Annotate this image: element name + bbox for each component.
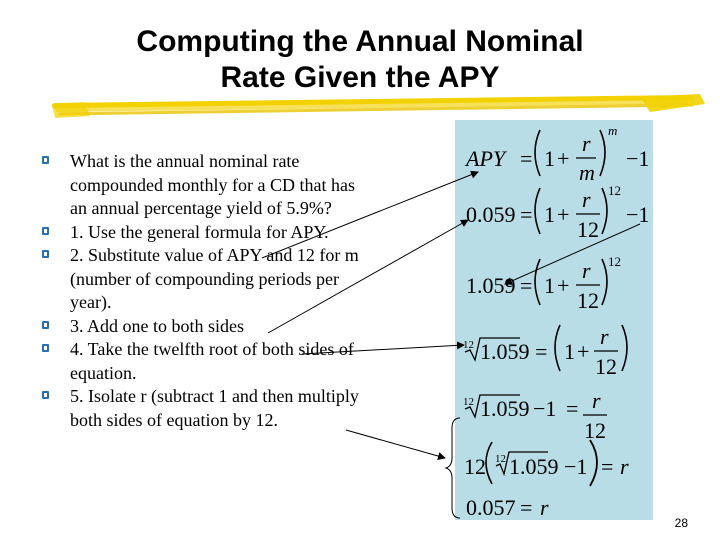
- eq1-m: m: [579, 160, 595, 185]
- eq5-den: 12: [584, 418, 606, 443]
- eq5-root: 12: [463, 396, 474, 408]
- svg-text:=: =: [520, 273, 533, 298]
- eq7-rhs: r: [540, 495, 549, 520]
- svg-text:=: =: [520, 495, 533, 520]
- eq4-root: 12: [463, 339, 474, 351]
- bullet-item: [40, 150, 360, 221]
- eq6-rad: 1.059: [509, 454, 559, 479]
- bullet-item: [40, 338, 360, 385]
- eq4-den: 12: [595, 354, 617, 379]
- eq2-one: 1: [544, 202, 555, 227]
- eq4-r: r: [600, 324, 609, 349]
- bullet-list: [40, 150, 360, 432]
- eq1-exp: m: [608, 123, 618, 138]
- bullet-square-icon: [42, 321, 49, 329]
- eq3-lhs: 1.059: [466, 273, 516, 298]
- bullet-square-icon: [42, 250, 49, 258]
- equation-panel: [455, 120, 653, 520]
- bullet-text: 5. Isolate r (subtract 1 and then multiply both sides of equation by 12.: [70, 386, 359, 430]
- eq2-lhs: 0.059: [466, 202, 516, 227]
- arrow-to-isolate: [346, 430, 445, 458]
- bullet-text: 1. Use the general formula for APY.: [70, 221, 329, 242]
- eq6-minus: −1: [564, 454, 588, 479]
- svg-text:+: +: [557, 273, 570, 298]
- eq3-den: 12: [577, 288, 599, 313]
- eq4-rad: 1.059: [480, 339, 530, 364]
- slide-title: [60, 24, 660, 96]
- eq2-r: r: [582, 187, 591, 212]
- bullet-item: [40, 385, 360, 432]
- eq3-r: r: [582, 258, 591, 283]
- bullet-text: What is the annual nominal rate compounded monthly for a CD that has an annual percentage yield of 5.9%?: [70, 151, 355, 218]
- svg-text:+: +: [577, 339, 590, 364]
- eq4-one: 1: [564, 339, 575, 364]
- eq5-r: r: [592, 388, 601, 413]
- bullet-item: [40, 315, 360, 339]
- bullet-text: 2. Substitute value of APY and 12 for m (number of compounding periods per year).: [70, 245, 359, 312]
- svg-text:=: =: [520, 146, 533, 171]
- svg-text:=: =: [601, 454, 614, 479]
- eq1-minus: −1: [626, 146, 650, 171]
- eq2-exp: 12: [608, 183, 621, 198]
- bullet-square-icon: [42, 227, 49, 235]
- bullet-square-icon: [42, 344, 49, 352]
- eq1-r: r: [582, 131, 591, 156]
- svg-text:+: +: [557, 202, 570, 227]
- eq5-minus: −1: [533, 396, 557, 421]
- eq6-root: 12: [495, 453, 506, 465]
- bullet-square-icon: [42, 156, 49, 164]
- eq1-lhs: APY: [466, 146, 506, 171]
- eq1-one: 1: [544, 146, 555, 171]
- eq3-one: 1: [544, 273, 555, 298]
- eq2-den: 12: [577, 217, 599, 242]
- bullet-item: [40, 244, 360, 315]
- svg-text:=: =: [535, 339, 548, 364]
- bullet-text: 4. Take the twelfth root of both sides of equation.: [70, 339, 354, 383]
- eq7-lhs: 0.057: [466, 495, 516, 520]
- eq6-coef: 12: [464, 454, 486, 479]
- eq3-exp: 12: [608, 254, 621, 269]
- eq5-rad: 1.059: [480, 396, 530, 421]
- svg-text:=: =: [520, 202, 533, 227]
- svg-text:+: +: [557, 146, 570, 171]
- page-number: 28: [674, 516, 688, 530]
- bullet-item: [40, 221, 360, 245]
- bullet-text: 3. Add one to both sides: [70, 315, 244, 336]
- eq2-minus: −1: [626, 202, 650, 227]
- eq6-rhs: r: [620, 454, 629, 479]
- bullet-square-icon: [42, 391, 49, 399]
- slide-title-line-2: Rate Given the APY: [220, 61, 500, 94]
- svg-text:=: =: [566, 396, 579, 421]
- slide-title-line-1: Computing the Annual Nominal: [136, 25, 584, 58]
